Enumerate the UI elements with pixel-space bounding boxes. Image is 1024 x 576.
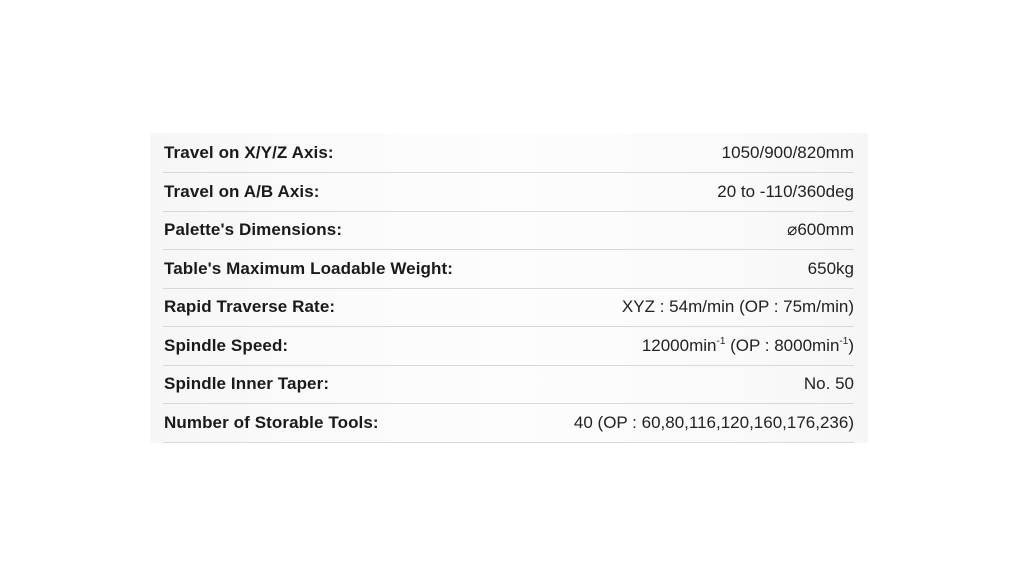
spindle-speed-close: ) — [848, 335, 854, 355]
spec-row-travel-xyz — [163, 134, 854, 173]
spec-row-rapid-traverse-rate — [163, 288, 854, 327]
spec-value: 20 to -110/360deg — [717, 181, 854, 201]
spindle-speed-option-exponent: -1 — [839, 335, 849, 347]
spec-label: Table's Maximum Loadable Weight: — [164, 258, 454, 278]
spec-value: 650kg — [807, 258, 854, 278]
spec-row-spindle-inner-taper — [163, 365, 854, 404]
spec-label: Rapid Traverse Rate: — [164, 297, 336, 317]
spindle-speed-exponent: -1 — [716, 335, 726, 347]
specifications-table — [163, 134, 854, 443]
spec-label: Number of Storable Tools: — [164, 412, 379, 432]
spec-label: Travel on X/Y/Z Axis: — [164, 143, 334, 162]
spec-value — [515, 327, 854, 366]
spec-label: Spindle Speed: — [164, 335, 289, 355]
spec-row-spindle-speed — [163, 327, 854, 366]
spec-value: ⌀600mm — [787, 220, 854, 240]
spec-value: XYZ : 54m/min (OP : 75m/min) — [621, 297, 854, 317]
spec-label: Palette's Dimensions: — [164, 220, 343, 240]
spindle-speed-base: 12000min — [641, 335, 717, 355]
spec-value: No. 50 — [803, 374, 854, 394]
spec-value: 40 (OP : 60,80,116,120,160,176,236) — [573, 412, 854, 432]
spec-row-max-loadable-weight — [163, 250, 854, 289]
spec-label: Travel on A/B Axis: — [164, 181, 320, 201]
spindle-speed-option: (OP : 8000min — [725, 335, 840, 355]
spec-label: Spindle Inner Taper: — [164, 374, 330, 394]
spec-value: 1050/900/820mm — [721, 143, 854, 162]
spec-row-travel-ab — [163, 173, 854, 212]
spec-row-storable-tools — [163, 404, 854, 443]
spec-row-palette-dimensions — [163, 211, 854, 250]
